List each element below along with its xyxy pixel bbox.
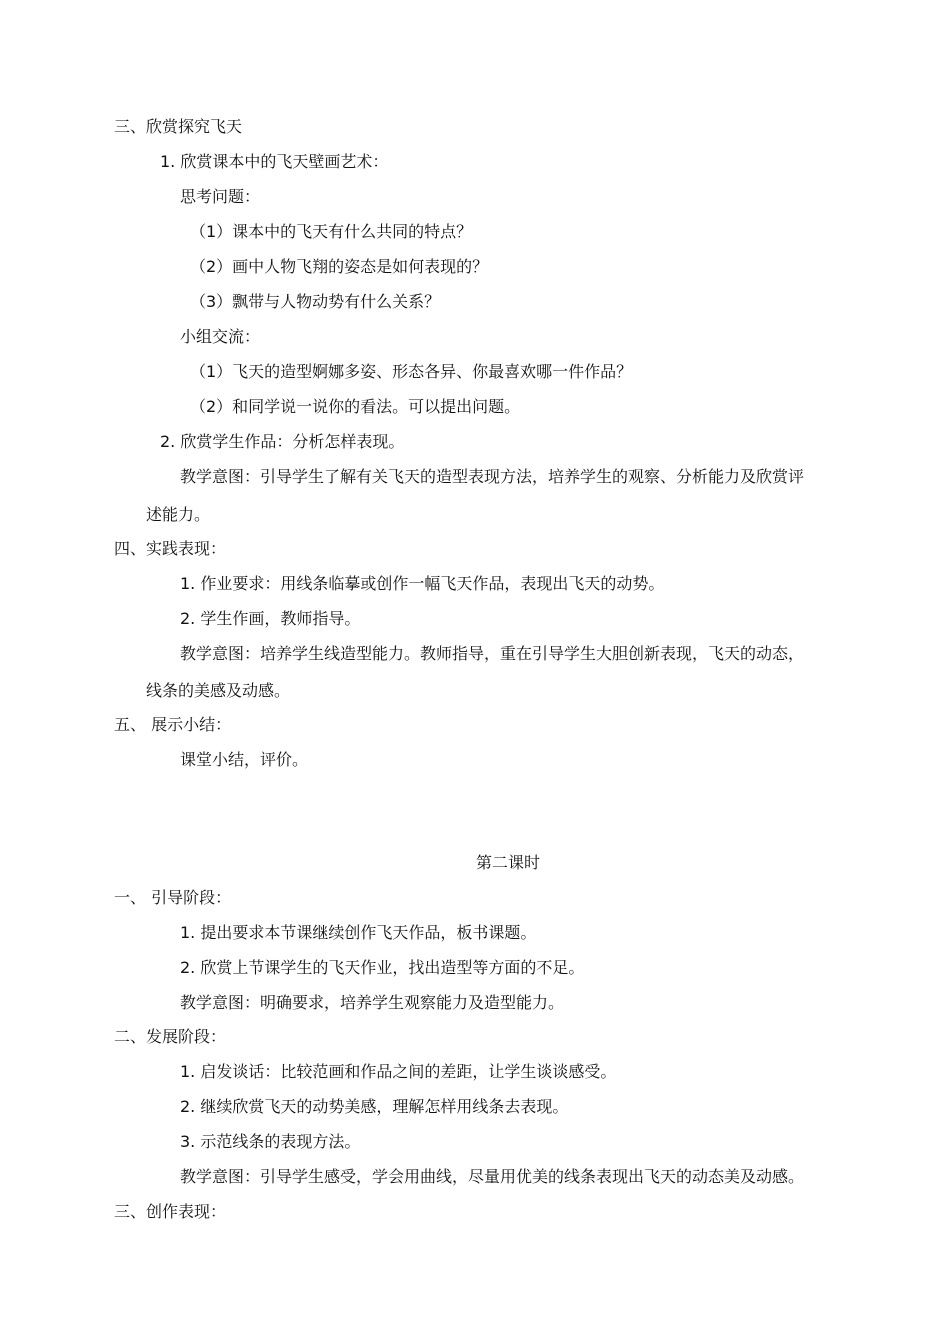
question-item: （3）飘带与人物动势有什么关系？	[190, 292, 441, 311]
intent-text: 教学意图：明确要求，培养学生观察能力及造型能力。	[180, 993, 565, 1012]
section-heading: 三、创作表现：	[114, 1202, 227, 1221]
list-item: 2. 欣赏学生作品：分析怎样表现。	[160, 432, 405, 451]
sub-label: 小组交流：	[180, 327, 261, 346]
section-heading: 二、发展阶段：	[114, 1027, 227, 1046]
intent-text-continued: 述能力。	[146, 505, 211, 524]
list-item: 3. 示范线条的表现方法。	[180, 1132, 361, 1151]
list-item: 1. 欣赏课本中的飞天壁画艺术：	[160, 152, 389, 171]
list-item: 2. 欣赏上节课学生的飞天作业，找出造型等方面的不足。	[180, 958, 585, 977]
sub-label: 思考问题：	[180, 187, 261, 206]
list-item: 1. 作业要求：用线条临摹或创作一幅飞天作品，表现出飞天的动势。	[180, 574, 665, 593]
section-heading: 三、欣赏探究飞天	[114, 117, 243, 136]
question-item: （1）飞天的造型婀娜多姿、形态各异、你最喜欢哪一件作品？	[190, 362, 633, 381]
section-heading: 四、实践表现：	[114, 539, 227, 558]
list-item: 2. 继续欣赏飞天的动势美感，理解怎样用线条去表现。	[180, 1097, 569, 1116]
list-item: 2. 学生作画，教师指导。	[180, 609, 361, 628]
body-text: 课堂小结，评价。	[180, 750, 309, 769]
intent-text: 教学意图：引导学生感受，学会用曲线，尽量用优美的线条表现出飞天的动态美及动感。	[180, 1167, 805, 1186]
question-item: （2）画中人物飞翔的姿态是如何表现的？	[190, 257, 489, 276]
question-item: （1）课本中的飞天有什么共同的特点？	[190, 222, 473, 241]
list-item: 1. 提出要求本节课继续创作飞天作品，板书课题。	[180, 923, 537, 942]
question-item: （2）和同学说一说你的看法。可以提出问题。	[190, 397, 521, 416]
intent-text: 教学意图：培养学生线造型能力。教师指导，重在引导学生大胆创新表现，飞天的动态，	[180, 644, 805, 663]
intent-text-continued: 线条的美感及动感。	[146, 681, 291, 700]
section-heading: 一、 引导阶段：	[114, 888, 232, 907]
section-heading: 五、 展示小结：	[114, 715, 232, 734]
intent-text: 教学意图：引导学生了解有关飞天的造型表现方法，培养学生的观察、分析能力及欣赏评	[180, 467, 805, 486]
list-item: 1. 启发谈话：比较范画和作品之间的差距，让学生谈谈感受。	[180, 1062, 617, 1081]
lesson-title: 第二课时	[475, 853, 540, 872]
